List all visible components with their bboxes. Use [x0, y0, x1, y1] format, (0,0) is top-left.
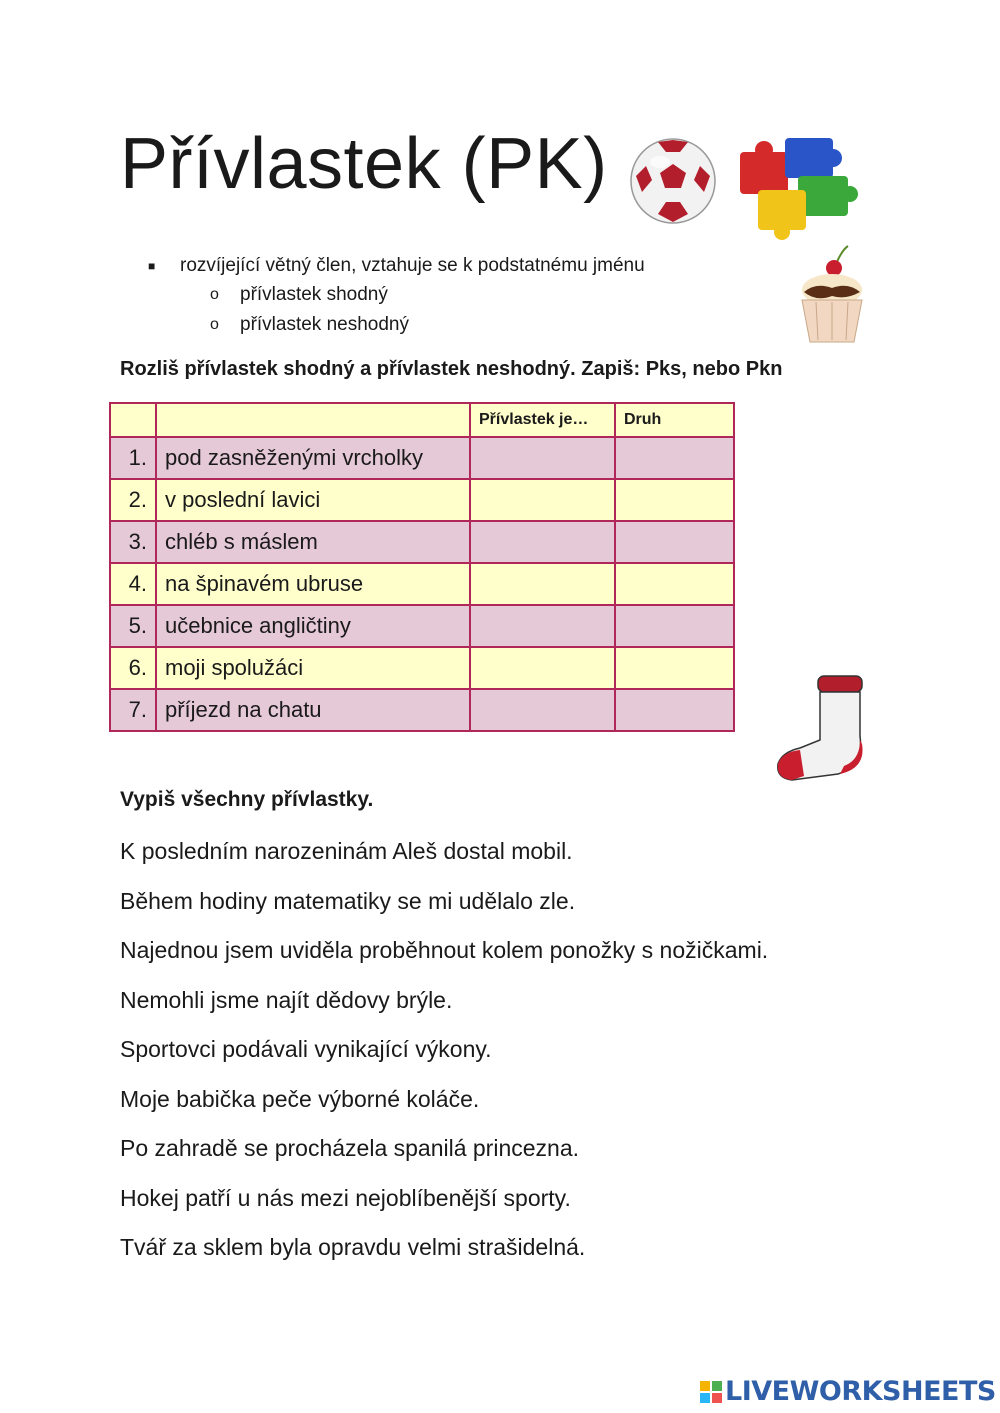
- table-row: [110, 479, 734, 521]
- list-item[interactable]: Po zahradě se procházela spanilá princezna.: [120, 1135, 580, 1161]
- row-number: 3.: [110, 521, 156, 563]
- row-phrase: v poslední lavici: [156, 479, 470, 521]
- circle-bullet-icon: o: [210, 286, 219, 303]
- cupcake-icon: [796, 244, 868, 344]
- sock-icon: [772, 670, 882, 786]
- answer-field-type[interactable]: [615, 479, 734, 521]
- subitem-label: přívlastek shodný: [240, 284, 388, 305]
- list-item[interactable]: Během hodiny matematiky se mi udělalo zle.: [120, 887, 576, 914]
- answer-field-attribute[interactable]: [470, 563, 615, 605]
- list-item[interactable]: Moje babička peče výborné koláče.: [120, 1085, 480, 1112]
- answer-field-type[interactable]: [615, 689, 734, 731]
- list-item[interactable]: Nemohli jsme najít dědovy brýle.: [120, 986, 453, 1013]
- answer-field-attribute[interactable]: [470, 437, 615, 479]
- answer-field-attribute[interactable]: [470, 479, 615, 521]
- sentence-list: [120, 832, 768, 1278]
- definition-bullet: [148, 252, 645, 280]
- list-item[interactable]: Tvář za sklem byla opravdu velmi strašidelná.: [120, 1234, 586, 1260]
- row-number: 1.: [110, 437, 156, 479]
- header-cell-phrase: [156, 403, 470, 437]
- answer-field-type[interactable]: [615, 521, 734, 563]
- table-row: [110, 605, 734, 647]
- table-row: [110, 689, 734, 731]
- task1-instruction: Rozliš přívlastek shodný a přívlastek neshodný. Zapiš: Pks, nebo Pkn: [120, 358, 783, 380]
- row-phrase: učebnice angličtiny: [156, 605, 470, 647]
- definition-subitem: [148, 280, 645, 310]
- row-phrase: moji spolužáci: [156, 647, 470, 689]
- definition-list: [148, 252, 645, 340]
- answer-field-type[interactable]: [615, 647, 734, 689]
- answer-field-type[interactable]: [615, 563, 734, 605]
- page-title: Přívlastek (PK): [120, 124, 608, 204]
- row-number: 2.: [110, 479, 156, 521]
- logo-grid-icon: [700, 1381, 722, 1403]
- liveworksheets-logo: [700, 1376, 996, 1407]
- definition-text: rozvíjející větný člen, vztahuje se k podstatnému jménu: [180, 255, 645, 276]
- answer-field-type[interactable]: [615, 437, 734, 479]
- row-phrase: chléb s máslem: [156, 521, 470, 563]
- answer-field-type[interactable]: [615, 605, 734, 647]
- header-cell-attribute: Přívlastek je…: [470, 403, 615, 437]
- header-cell-number: [110, 403, 156, 437]
- exercise-table: [109, 402, 735, 732]
- list-item[interactable]: Sportovci podávali vynikající výkony.: [120, 1036, 492, 1062]
- answer-field-attribute[interactable]: [470, 689, 615, 731]
- definition-subitem: [148, 310, 645, 340]
- soccer-ball-icon: [628, 136, 718, 226]
- square-bullet-icon: ■: [148, 259, 156, 273]
- row-number: 7.: [110, 689, 156, 731]
- row-phrase: příjezd na chatu: [156, 689, 470, 731]
- list-item[interactable]: K posledním narozeninám Aleš dostal mobil.: [120, 838, 573, 864]
- puzzle-pieces-icon: [730, 132, 860, 242]
- task2-instruction: Vypiš všechny přívlastky.: [120, 788, 374, 811]
- row-phrase: pod zasněženými vrcholky: [156, 437, 470, 479]
- list-item[interactable]: Hokej patří u nás mezi nejoblíbenější sporty.: [120, 1184, 571, 1211]
- answer-field-attribute[interactable]: [470, 521, 615, 563]
- table-row: [110, 437, 734, 479]
- table-header-row: [110, 403, 734, 437]
- list-item[interactable]: Najednou jsem uviděla proběhnout kolem ponožky s nožičkami.: [120, 937, 769, 963]
- subitem-label: přívlastek neshodný: [240, 314, 409, 335]
- row-phrase: na špinavém ubruse: [156, 563, 470, 605]
- answer-field-attribute[interactable]: [470, 647, 615, 689]
- answer-field-attribute[interactable]: [470, 605, 615, 647]
- table-row: [110, 563, 734, 605]
- row-number: 5.: [110, 605, 156, 647]
- logo-text: LIVEWORKSHEETS: [725, 1376, 996, 1407]
- circle-bullet-icon: o: [210, 316, 219, 333]
- table-row: [110, 647, 734, 689]
- row-number: 6.: [110, 647, 156, 689]
- header-cell-type: Druh: [615, 403, 734, 437]
- row-number: 4.: [110, 563, 156, 605]
- table-row: [110, 521, 734, 563]
